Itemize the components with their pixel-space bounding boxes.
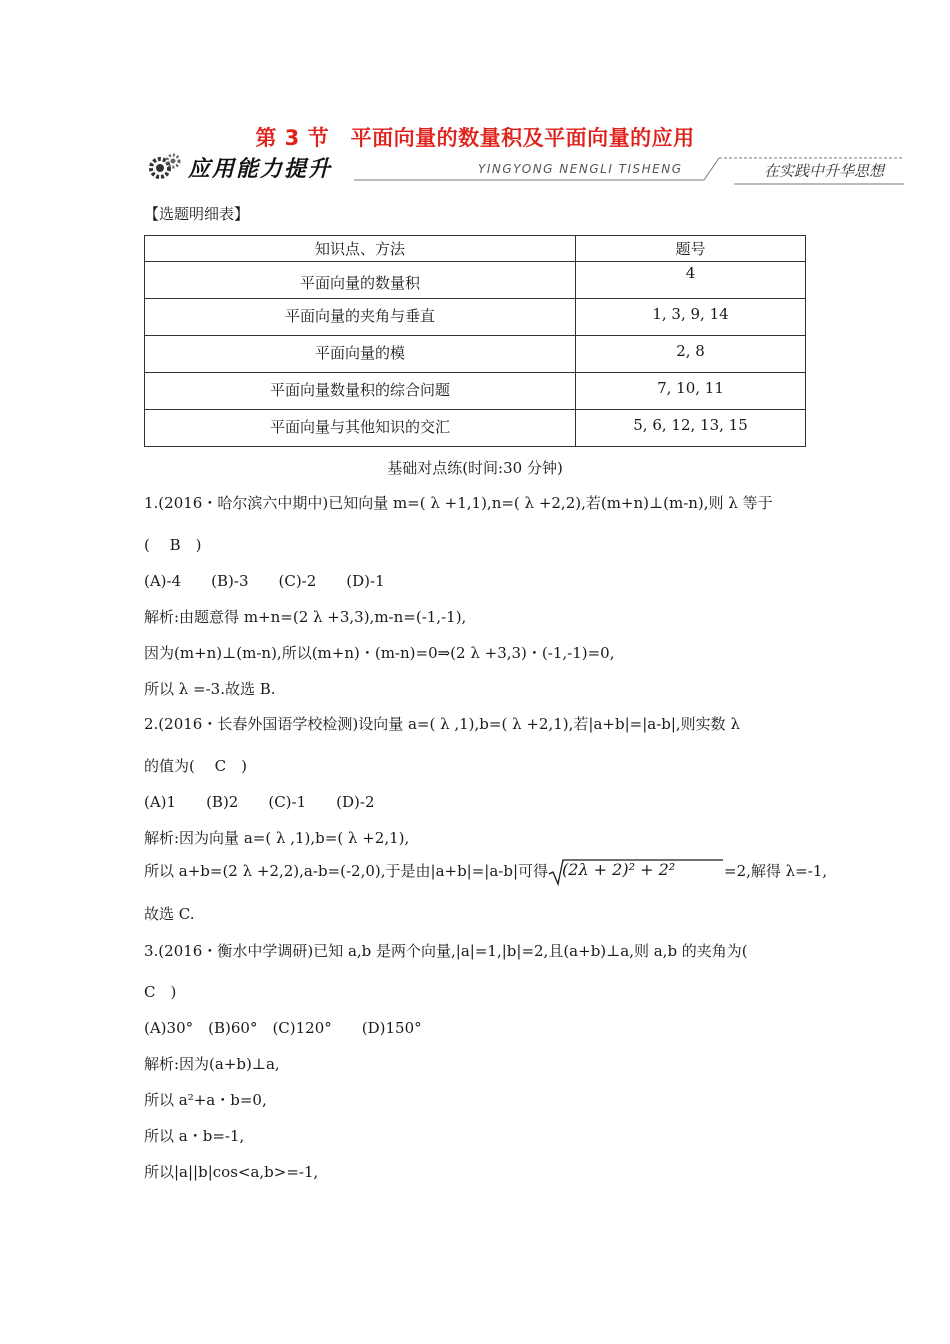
q3-answer: C ) [144, 983, 177, 1001]
banner-slogan: 在实践中升华思想 [764, 162, 885, 180]
q2-solution-text: 所以 a+b=(2 λ +2,2),a-b=(-2,0),于是由|a+b|=|a-b|可得 [144, 862, 549, 880]
table-cell-numbers: 7, 10, 11 [576, 373, 806, 410]
table-cell-topic: 平面向量的夹角与垂直 [145, 299, 576, 336]
table-cell-topic: 平面向量的数量积 [145, 262, 576, 299]
q2-solution-text: =2,解得 λ=-1, [724, 862, 828, 880]
gear-icon [148, 152, 182, 182]
q3-solution-line: 解析:因为(a+b)⊥a, [144, 1055, 280, 1073]
q1-options: (A)-4 (B)-3 (C)-2 (D)-1 [144, 572, 385, 590]
q2-stem: 2.(2016・长春外国语学校检测)设向量 a=( λ ,1),b=( λ +2,1),若|a+b|=|a-b|,则实数 λ [144, 715, 740, 733]
table-cell-numbers: 4 [576, 262, 806, 299]
radicand: (2λ + 2)² + 2² [562, 860, 676, 879]
q1-solution-line: 因为(m+n)⊥(m-n),所以(m+n)・(m-n)=0⇒(2 λ +3,3)・(-1,-1)=0, [144, 644, 615, 662]
banner-label: 应用能力提升 [188, 157, 333, 182]
table-row [145, 410, 806, 447]
table-header-numbers: 题号 [576, 236, 806, 262]
section-banner [144, 150, 904, 186]
q1-solution-line: 所以 λ =-3.故选 B. [144, 680, 276, 698]
table-header-topic: 知识点、方法 [145, 236, 576, 262]
q2-options: (A)1 (B)2 (C)-1 (D)-2 [144, 793, 375, 811]
table-section-label: 【选题明细表】 [144, 205, 250, 223]
table-cell-topic: 平面向量的模 [145, 336, 576, 373]
q2-stem-cont: 的值为( C ) [144, 757, 247, 775]
practice-subtitle: 基础对点练(时间:30 分钟) [387, 459, 563, 477]
page-title: 第 3 节 平面向量的数量积及平面向量的应用 [255, 126, 695, 150]
topic-table [144, 235, 806, 447]
table-cell-topic: 平面向量与其他知识的交汇 [145, 410, 576, 447]
q3-solution-line: 所以|a||b|cos<a,b>=-1, [144, 1163, 319, 1181]
table-cell-numbers: 5, 6, 12, 13, 15 [576, 410, 806, 447]
table-cell-numbers: 2, 8 [576, 336, 806, 373]
q1-stem: 1.(2016・哈尔滨六中期中)已知向量 m=( λ +1,1),n=( λ +2,2),若(m+n)⊥(m-n),则 λ 等于 [144, 494, 773, 512]
table-cell-topic: 平面向量数量积的综合问题 [145, 373, 576, 410]
q3-solution-line: 所以 a²+a・b=0, [144, 1091, 267, 1109]
table-row [145, 299, 806, 336]
q1-answer: ( B ) [144, 536, 202, 554]
q3-stem: 3.(2016・衡水中学调研)已知 a,b 是两个向量,|a|=1,|b|=2,且(a+b)⊥a,则 a,b 的夹角为( [144, 942, 748, 960]
table-row [145, 373, 806, 410]
table-cell-numbers: 1, 3, 9, 14 [576, 299, 806, 336]
table-row [145, 336, 806, 373]
q1-solution-line: 解析:由题意得 m+n=(2 λ +3,3),m-n=(-1,-1), [144, 608, 467, 626]
q2-solution-line [144, 858, 827, 886]
table-header-row [145, 236, 806, 262]
sqrt-expression [548, 858, 724, 886]
banner-pinyin: YINGYONG NENGLI TISHENG [478, 162, 683, 176]
table-row [145, 262, 806, 299]
q3-solution-line: 所以 a・b=-1, [144, 1127, 245, 1145]
q3-options: (A)30° (B)60° (C)120° (D)150° [144, 1019, 422, 1037]
q2-solution-line: 解析:因为向量 a=( λ ,1),b=( λ +2,1), [144, 829, 410, 847]
q2-solution-line: 故选 C. [144, 905, 195, 923]
